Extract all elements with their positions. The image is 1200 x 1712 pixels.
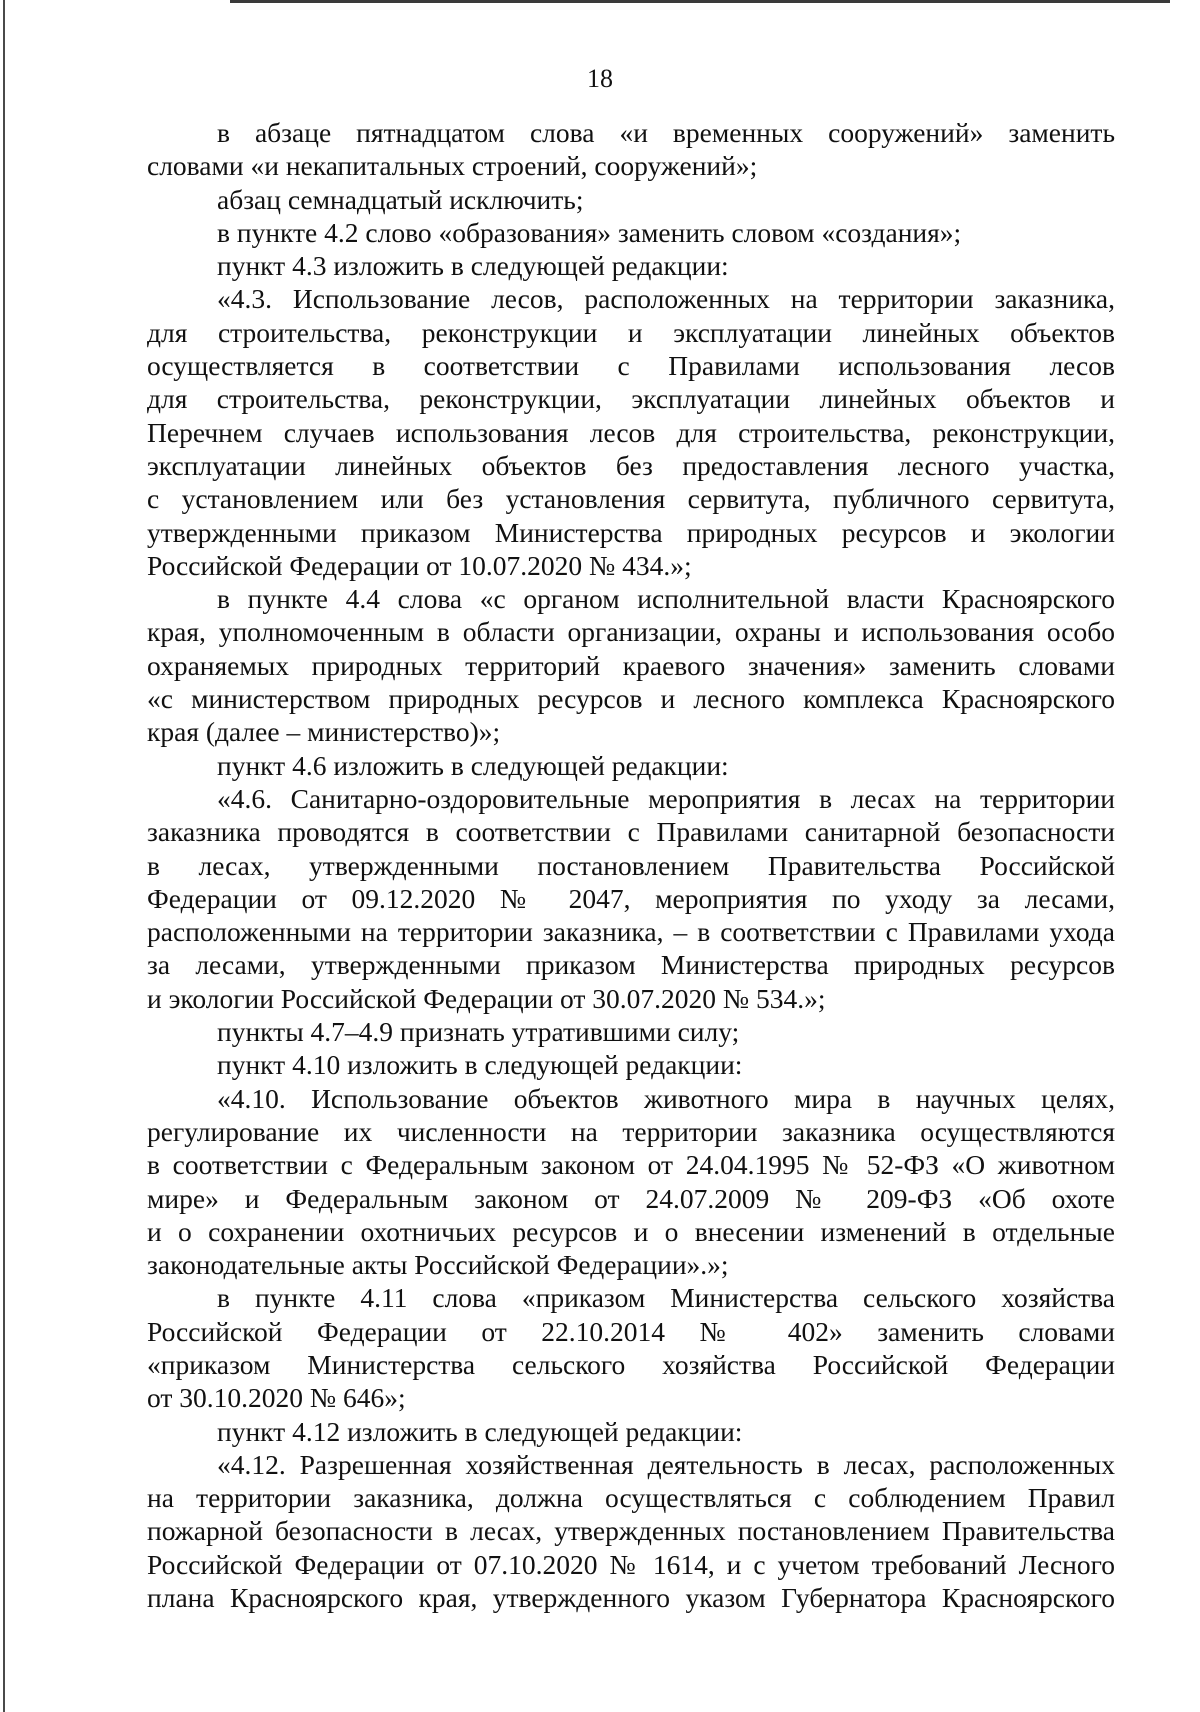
text-line: Российской Федерации от 07.10.2020 № 1614, и с учетом требований Лесного xyxy=(147,1548,1115,1580)
text-line: пожарной безопасности в лесах, утвержденных постановлением Правительства xyxy=(147,1515,1115,1547)
text-line: «приказом Министерства сельского хозяйства Российской Федерации xyxy=(147,1348,1115,1380)
page-number: 18 xyxy=(587,64,613,93)
text-line: «4.3. Использование лесов, расположенных на территории заказника, xyxy=(217,283,1115,315)
text-line: охраняемых природных территорий краевого значения» заменить словами xyxy=(147,649,1115,681)
text-line: Федерации от 09.12.2020 № 2047, мероприятия по уходу за лесами, xyxy=(147,882,1115,914)
text-line: осуществляется в соответствии с Правилами использования лесов xyxy=(147,350,1115,382)
text-line: законодательные акты Российской Федерации».»; xyxy=(147,1249,729,1281)
text-line: для строительства, реконструкции и эксплуатации линейных объектов xyxy=(147,316,1115,348)
text-line: регулирование их численности на территории заказника осуществляются xyxy=(147,1115,1115,1147)
text-line: словами «и некапитальных строений, сооружений»; xyxy=(147,150,758,182)
text-line: за лесами, утвержденными приказом Министерства природных ресурсов xyxy=(147,949,1115,981)
text-line: в пункте 4.2 слово «образования» заменить словом «создания»; xyxy=(217,216,962,248)
text-line: Российской Федерации от 22.10.2014 № 402» заменить словами xyxy=(147,1315,1115,1347)
text-line: в пункте 4.11 слова «приказом Министерства сельского хозяйства xyxy=(217,1282,1115,1314)
text-line: расположенными на территории заказника, – в соответствии с Правилами ухода xyxy=(147,916,1115,948)
text-line: пункт 4.6 изложить в следующей редакции: xyxy=(217,749,729,781)
text-line: «с министерством природных ресурсов и лесного комплекса Красноярского xyxy=(147,683,1115,715)
text-line: пункты 4.7–4.9 признать утратившими силу; xyxy=(217,1016,740,1048)
scan-top-edge xyxy=(230,0,1170,3)
text-line: и экологии Российской Федерации от 30.07.2020 № 534.»; xyxy=(147,982,826,1014)
text-line: «4.6. Санитарно-оздоровительные мероприятия в лесах на территории xyxy=(217,782,1115,814)
text-line: пункт 4.3 изложить в следующей редакции: xyxy=(217,250,729,282)
text-line: эксплуатации линейных объектов без предоставления лесного участка, xyxy=(147,449,1115,481)
document-body xyxy=(147,116,1115,1614)
text-line: края (далее – министерство)»; xyxy=(147,716,501,748)
text-line: пункт 4.10 изложить в следующей редакции: xyxy=(217,1049,743,1081)
text-line: «4.10. Использование объектов животного мира в научных целях, xyxy=(217,1082,1115,1114)
text-line: Российской Федерации от 10.07.2020 № 434.»; xyxy=(147,549,692,581)
scan-left-edge xyxy=(3,0,5,1712)
text-line: в лесах, утвержденными постановлением Правительства Российской xyxy=(147,849,1115,881)
text-line: «4.12. Разрешенная хозяйственная деятельность в лесах, расположенных xyxy=(217,1448,1115,1480)
text-line: заказника проводятся в соответствии с Правилами санитарной безопасности xyxy=(147,816,1115,848)
text-line: плана Красноярского края, утвержденного указом Губернатора Красноярского xyxy=(147,1582,1115,1614)
text-line: в пункте 4.4 слова «с органом исполнительной власти Красноярского xyxy=(217,583,1115,615)
text-line: пункт 4.12 изложить в следующей редакции: xyxy=(217,1415,743,1447)
text-line: Перечнем случаев использования лесов для строительства, реконструкции, xyxy=(147,416,1115,448)
text-line: для строительства, реконструкции, эксплуатации линейных объектов и xyxy=(147,383,1115,415)
text-line: в соответствии с Федеральным законом от 24.04.1995 № 52-ФЗ «О животном xyxy=(147,1149,1115,1181)
text-line: с установлением или без установления сервитута, публичного сервитута, xyxy=(147,483,1115,515)
text-line: и о сохранении охотничьих ресурсов и о внесении изменений в отдельные xyxy=(147,1215,1115,1247)
text-line: края, уполномоченным в области организации, охраны и использования особо xyxy=(147,616,1115,648)
text-line: мире» и Федеральным законом от 24.07.2009 № 209-ФЗ «Об охоте xyxy=(147,1182,1115,1214)
text-line: от 30.10.2020 № 646»; xyxy=(147,1382,406,1414)
text-line: в абзаце пятнадцатом слова «и временных сооружений» заменить xyxy=(217,117,1115,148)
text-line: на территории заказника, должна осуществляться с соблюдением Правил xyxy=(147,1482,1115,1514)
text-line: утвержденными приказом Министерства природных ресурсов и экологии xyxy=(147,516,1115,548)
text-line: абзац семнадцатый исключить; xyxy=(217,183,584,215)
